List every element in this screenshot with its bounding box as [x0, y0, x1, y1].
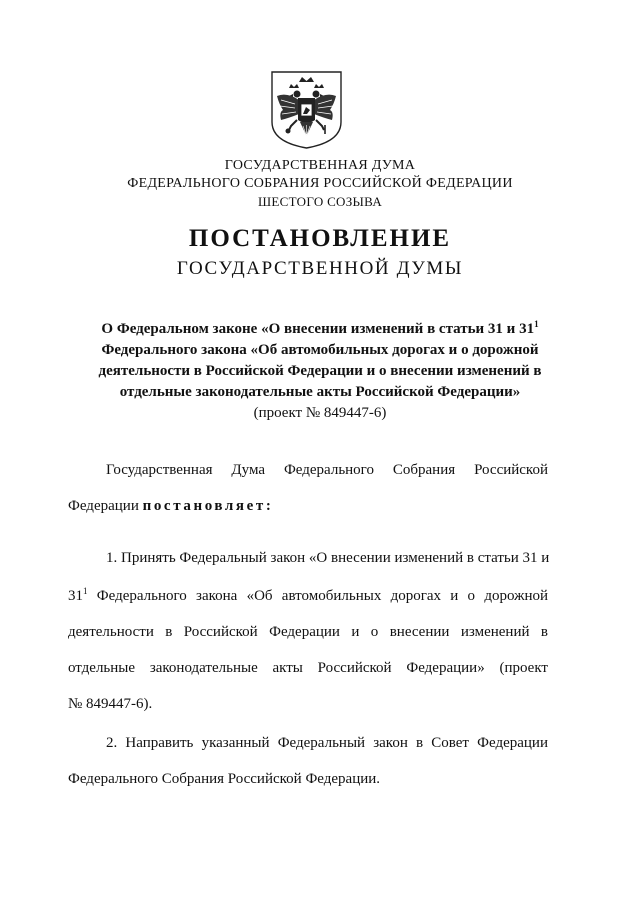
project-number: (проект № 849447-6): [253, 405, 387, 421]
intro-line-2: Федерации постановляет:: [68, 498, 274, 514]
coat-of-arms-emblem: [269, 70, 344, 150]
paragraph-1-line-5: № 849447-6).: [68, 696, 153, 712]
paragraph-2-line-1: 2. Направить указанный Федеральный закон в Совет Федерации: [106, 735, 548, 751]
paragraph-1-line-3: деятельности в Российской Федерации и о внесении изменений в: [68, 624, 548, 640]
convocation: ШЕСТОГО СОЗЫВА: [257, 194, 383, 209]
document-subtitle: ГОСУДАРСТВЕННОЙ ДУМЫ: [176, 258, 464, 279]
institution-name-line2: ФЕДЕРАЛЬНОГО СОБРАНИЯ РОССИЙСКОЙ ФЕДЕРАЦИИ: [127, 176, 513, 191]
subject-line-3: деятельности в Российской Федерации и о внесении изменений в: [98, 363, 542, 379]
document-title: ПОСТАНОВЛЕНИЕ: [188, 225, 452, 252]
intro-line-1: Государственная Дума Федерального Собрания Российской: [106, 462, 548, 478]
paragraph-2-line-2: Федерального Собрания Российской Федерации.: [68, 771, 381, 787]
subject-line-4: отдельные законодательные акты Российской Федерации»: [119, 384, 521, 400]
institution-name: ГОСУДАРСТВЕННАЯ ДУМА: [224, 158, 416, 173]
paragraph-1-line-1: 1. Принять Федеральный закон «О внесении изменений в статьи 31 и: [106, 550, 550, 566]
resolution-subject: [70, 319, 570, 424]
subject-line-2: Федерального закона «Об автомобильных дорогах и о дорожной: [101, 342, 539, 358]
resolves-word: постановляет:: [142, 498, 274, 514]
subject-line-1: О Федеральном законе «О внесении изменений в статьи 31 и $31^1$: [101, 319, 539, 337]
paragraph-1-line-2: $31^1$ Федерального закона «Об автомобильных дорогах и о дорожной: [68, 586, 548, 604]
paragraph-1-line-4: отдельные законодательные акты Российской Федерации» (проект: [68, 660, 548, 676]
